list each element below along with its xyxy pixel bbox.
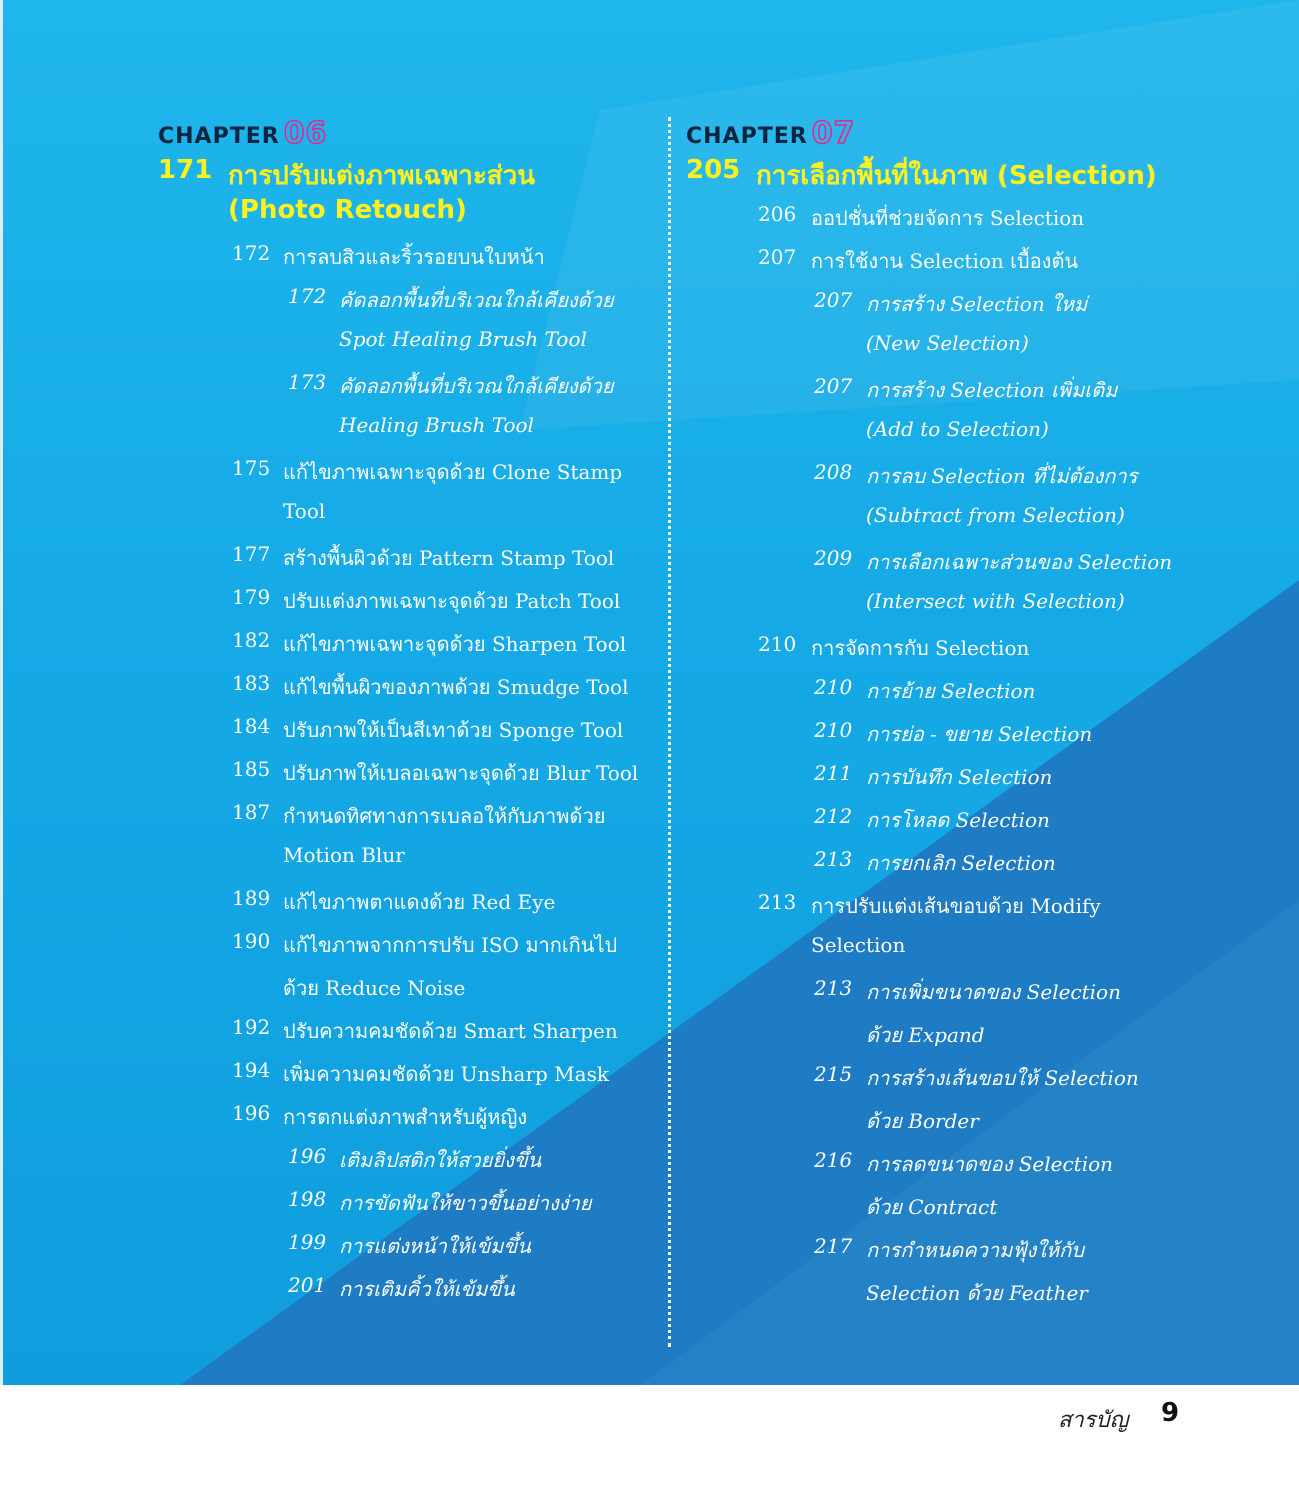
toc-entry-text: การตกแต่งภาพสำหรับผู้หญิง <box>283 1105 528 1129</box>
toc-entry-page: 184 <box>232 714 271 738</box>
footer-page-number: 9 <box>1161 1398 1180 1428</box>
toc-entry <box>232 542 752 585</box>
toc-entry-text: การขัดฟันให้ขาวขึ้นอย่างง่าย <box>339 1191 592 1215</box>
toc-entry-text: ปรับความคมชัดด้วย Smart Sharpen <box>283 1019 618 1043</box>
chapter06-page: 171 <box>158 155 213 185</box>
toc-entry <box>232 628 752 671</box>
toc-entry <box>232 456 752 542</box>
toc-entry-page: 210 <box>814 675 853 699</box>
toc-entry-text: การย่อ - ขยาย Selection <box>866 722 1093 746</box>
toc-entry-page: 194 <box>232 1058 271 1082</box>
toc-entry-text: การเลือกเฉพาะส่วนของ Selection <box>866 550 1173 574</box>
toc-entry-text: การลบสิวและริ้วรอยบนใบหน้า <box>283 245 545 269</box>
toc-entry-text: (Intersect with Selection) <box>866 589 1125 613</box>
toc-entry-text: เพิ่มความคมชัดด้วย Unsharp Mask <box>283 1062 609 1086</box>
toc-entry <box>814 761 1299 804</box>
toc-entry-text: ปรับแต่งภาพเฉพาะจุดด้วย Patch Tool <box>283 589 621 613</box>
toc-entry-page: 192 <box>232 1015 271 1039</box>
toc-entry-page: 189 <box>232 886 271 910</box>
toc-entry-text: การแต่งหน้าให้เข้มขึ้น <box>339 1234 531 1258</box>
toc-entry <box>232 1101 752 1144</box>
chapter06-label <box>158 116 327 151</box>
toc-entry-text: การลดขนาดของ Selection <box>866 1152 1114 1176</box>
toc-entry-page: 196 <box>232 1101 271 1125</box>
toc-entry-text: ด้วย Border <box>866 1109 979 1133</box>
toc-entry-page: 190 <box>232 929 271 953</box>
toc-entry-text: ปรับภาพให้เบลอเฉพาะจุดด้วย Blur Tool <box>283 761 639 785</box>
toc-entry-page: 217 <box>814 1234 853 1258</box>
toc-entry <box>814 460 1299 546</box>
toc-entry <box>232 241 752 284</box>
toc-entry <box>288 1144 808 1187</box>
toc-entry-text: แก้ไขภาพเฉพาะจุดด้วย Clone Stamp <box>283 460 623 484</box>
toc-entry-text: การย้าย Selection <box>866 679 1036 703</box>
chapter06-title-line1: การปรับแต่งภาพเฉพาะส่วน <box>228 161 536 191</box>
toc-entry-page: 210 <box>814 718 853 742</box>
toc-entry-page: 211 <box>814 761 853 785</box>
toc-entry <box>288 1230 808 1273</box>
toc-entry-text: สร้างพื้นผิวด้วย Pattern Stamp Tool <box>283 546 615 570</box>
chapter06-label-text: CHAPTER <box>158 124 280 149</box>
toc-entry-page: 209 <box>814 546 853 570</box>
toc-entry-text: แก้ไขภาพเฉพาะจุดด้วย Sharpen Tool <box>283 632 627 656</box>
toc-entry <box>814 976 1299 1062</box>
toc-entry <box>814 804 1299 847</box>
toc-entry-page: 179 <box>232 585 271 609</box>
toc-entry-text: การสร้าง Selection ใหม่ <box>866 292 1088 316</box>
toc-entry-text: แก้ไขภาพจากการปรับ ISO มากเกินไป <box>283 933 618 957</box>
toc-entry-page: 213 <box>758 890 797 914</box>
toc-entry-page: 173 <box>288 370 327 394</box>
page-edge <box>0 0 3 1385</box>
toc-entry-text: การจัดการกับ Selection <box>811 636 1030 660</box>
toc-entry <box>814 1062 1299 1148</box>
toc-entry <box>758 632 1278 675</box>
toc-entry <box>288 1273 808 1316</box>
toc-entry-page: 199 <box>288 1230 327 1254</box>
toc-entry-text: คัดลอกพื้นที่บริเวณใกล้เคียงด้วย <box>339 288 614 312</box>
toc-entry-page: 198 <box>288 1187 327 1211</box>
toc-entry-text: Selection <box>811 933 906 957</box>
toc-entry-text: Selection ด้วย Feather <box>866 1281 1088 1305</box>
toc-entry-text: Spot Healing Brush Tool <box>339 327 587 351</box>
toc-entry-text: Healing Brush Tool <box>339 413 534 437</box>
toc-entry-page: 212 <box>814 804 853 828</box>
toc-entry-text: ปรับภาพให้เป็นสีเทาด้วย Sponge Tool <box>283 718 624 742</box>
toc-entry <box>232 886 752 929</box>
toc-entry <box>232 585 752 628</box>
toc-entry-page: 175 <box>232 456 271 480</box>
toc-entry-text: การสร้างเส้นขอบให้ Selection <box>866 1066 1139 1090</box>
toc-entry-page: 185 <box>232 757 271 781</box>
toc-entry <box>288 284 808 370</box>
toc-entry-text: การบันทึก Selection <box>866 765 1053 789</box>
toc-entry <box>814 1148 1299 1234</box>
toc-entry-page: 213 <box>814 976 853 1000</box>
chapter07-page: 205 <box>686 155 741 185</box>
chapter06-number: 06 <box>283 116 328 151</box>
chapter07-label-text: CHAPTER <box>686 124 808 149</box>
toc-entry-text: การเติมคิ้วให้เข้มขึ้น <box>339 1277 515 1301</box>
toc-entry-page: 182 <box>232 628 271 652</box>
toc-entry-page: 207 <box>814 374 853 398</box>
toc-entry <box>232 1015 752 1058</box>
toc-entry-page: 215 <box>814 1062 853 1086</box>
toc-entry <box>814 546 1299 632</box>
toc-entry-page: 208 <box>814 460 853 484</box>
toc-entry-text: การเพิ่มขนาดของ Selection <box>866 980 1121 1004</box>
toc-entry <box>814 675 1299 718</box>
chapter07-number: 07 <box>811 116 856 151</box>
toc-entry-text: การใช้งาน Selection เบื้องต้น <box>811 249 1079 273</box>
column-divider <box>668 117 671 1347</box>
toc-entry <box>232 757 752 800</box>
chapter07-label <box>686 116 855 151</box>
toc-entry <box>758 245 1278 288</box>
toc-entry-page: 177 <box>232 542 271 566</box>
toc-entry-text: การปรับแต่งเส้นขอบด้วย Modify <box>811 894 1101 918</box>
toc-entry-page: 207 <box>758 245 797 269</box>
toc-entry-text: ด้วย Contract <box>866 1195 998 1219</box>
toc-entry-text: การโหลด Selection <box>866 808 1050 832</box>
toc-entry <box>288 370 808 456</box>
toc-entry <box>232 929 752 1015</box>
toc-entry-text: (Subtract from Selection) <box>866 503 1125 527</box>
toc-entry-page: 206 <box>758 202 797 226</box>
toc-entry <box>814 1234 1299 1320</box>
toc-entry <box>232 1058 752 1101</box>
toc-entry-text: ด้วย Reduce Noise <box>283 976 466 1000</box>
toc-entry <box>232 714 752 757</box>
toc-entry-page: 172 <box>288 284 327 308</box>
toc-entry-text: Motion Blur <box>283 843 405 867</box>
toc-entry-text: แก้ไขพื้นผิวของภาพด้วย Smudge Tool <box>283 675 629 699</box>
toc-entry-page: 201 <box>288 1273 327 1297</box>
toc-entry <box>814 847 1299 890</box>
toc-entry-text: ออปชั่นที่ช่วยจัดการ Selection <box>811 206 1085 230</box>
toc-entry-page: 187 <box>232 800 271 824</box>
toc-entry <box>814 718 1299 761</box>
toc-entry-text: กำหนดทิศทางการเบลอให้กับภาพด้วย <box>283 804 606 828</box>
toc-entry <box>814 288 1299 374</box>
toc-entry-text: Tool <box>283 499 326 523</box>
chapter07-title-line1: การเลือกพื้นที่ในภาพ (Selection) <box>756 161 1157 191</box>
toc-entry-text: เติมลิปสติกให้สวยยิ่งขึ้น <box>339 1148 542 1172</box>
toc-entry-page: 207 <box>814 288 853 312</box>
toc-entry-page: 213 <box>814 847 853 871</box>
footer-section-label: สารบัญ <box>1058 1408 1129 1433</box>
toc-entry <box>232 671 752 714</box>
toc-entry-text: (Add to Selection) <box>866 417 1049 441</box>
toc-entry-page: 183 <box>232 671 271 695</box>
toc-entry <box>758 890 1278 976</box>
toc-entry-text: แก้ไขภาพตาแดงด้วย Red Eye <box>283 890 556 914</box>
toc-entry-page: 172 <box>232 241 271 265</box>
toc-entry <box>288 1187 808 1230</box>
toc-entry-text: การลบ Selection ที่ไม่ต้องการ <box>866 464 1138 488</box>
toc-entry-text: การยกเลิก Selection <box>866 851 1056 875</box>
toc-entry-page: 216 <box>814 1148 853 1172</box>
toc-entry <box>758 202 1278 245</box>
chapter06-title-line2: (Photo Retouch) <box>228 195 467 225</box>
toc-entry-page: 196 <box>288 1144 327 1168</box>
toc-entry-page: 210 <box>758 632 797 656</box>
toc-entry-text: (New Selection) <box>866 331 1029 355</box>
toc-entry-text: ด้วย Expand <box>866 1023 985 1047</box>
toc-entry-text: คัดลอกพื้นที่บริเวณใกล้เคียงด้วย <box>339 374 614 398</box>
toc-entry <box>814 374 1299 460</box>
toc-entry-text: การสร้าง Selection เพิ่มเติม <box>866 378 1118 402</box>
toc-entry-text: การกำหนดความฟุ้งให้กับ <box>866 1238 1084 1262</box>
toc-entry <box>232 800 752 886</box>
